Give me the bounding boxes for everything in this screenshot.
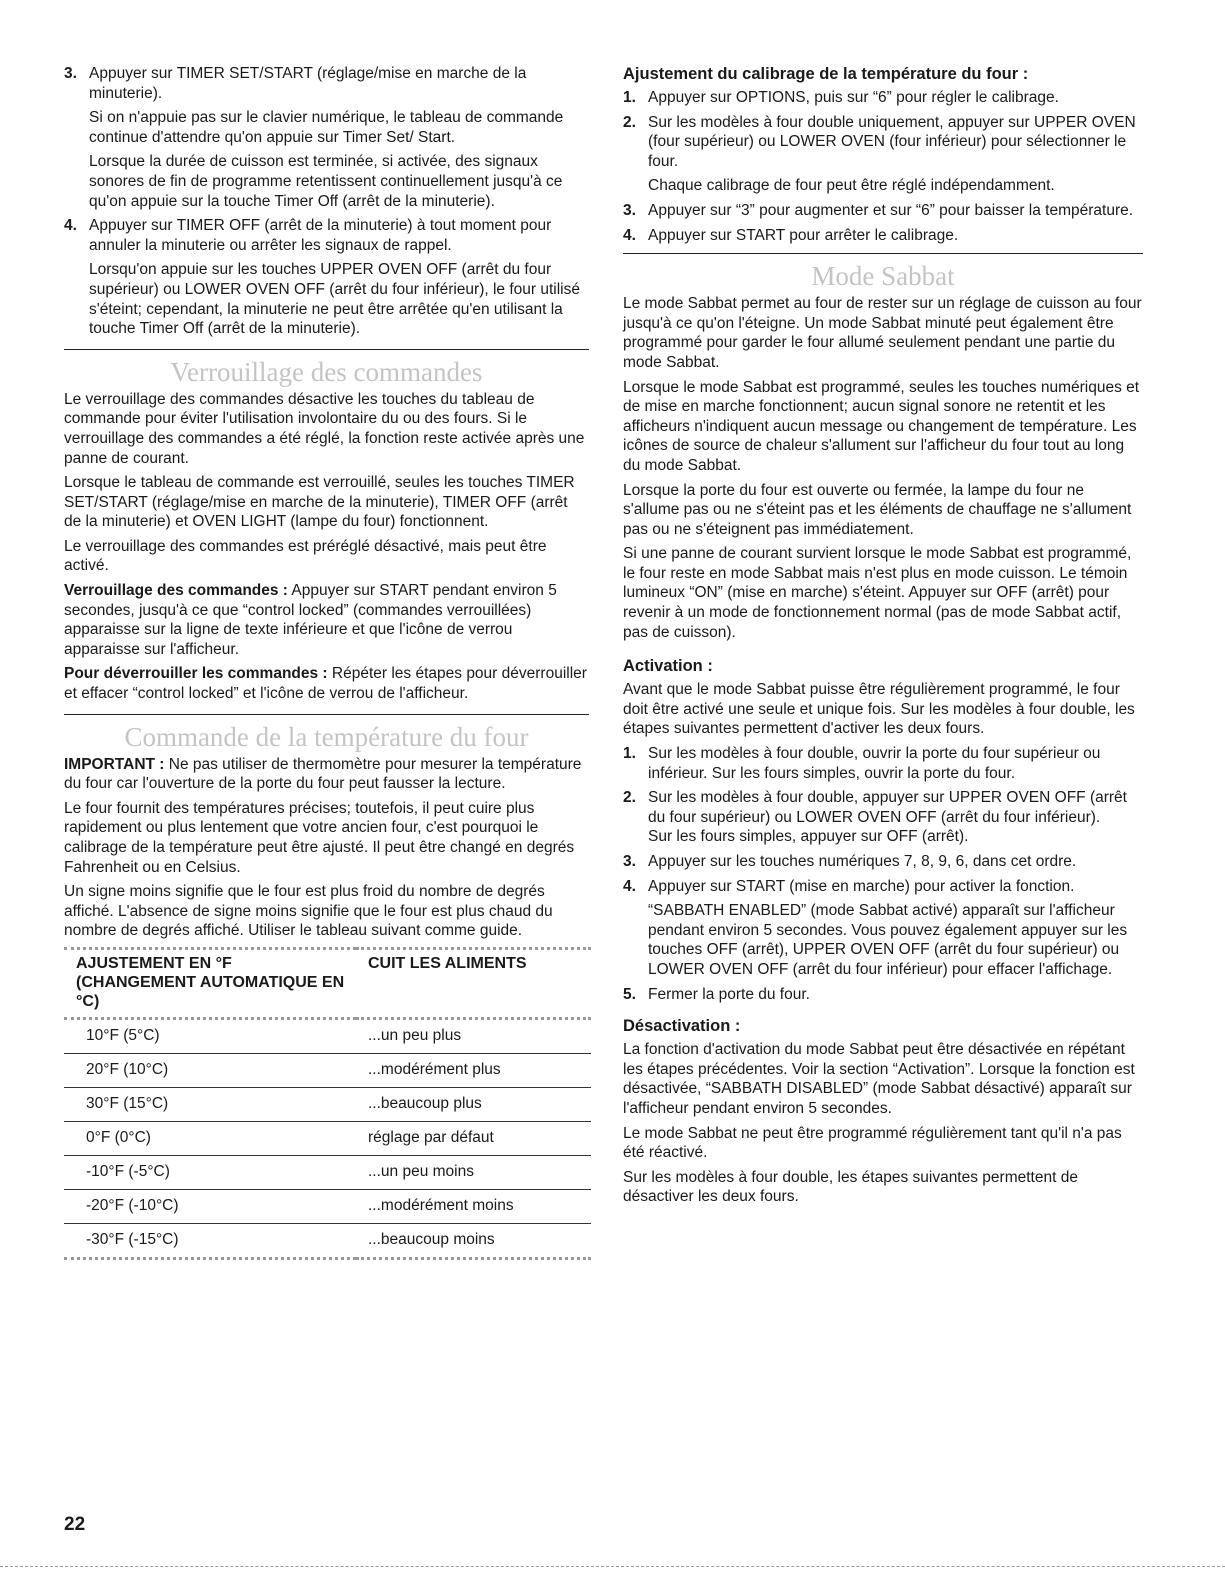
table-row	[64, 1087, 591, 1121]
step-text: Appuyer sur les touches numériques 7, 8, 9, 6, dans cet ordre.	[648, 853, 1077, 870]
paragraph-lock-instructions	[64, 581, 589, 659]
table-row	[64, 1053, 591, 1087]
table-cell-adjustment: -10°F (-5°C)	[64, 1155, 356, 1189]
table-cell-result: ...un peu plus	[356, 1018, 591, 1053]
numbered-step	[623, 113, 1143, 196]
paragraph: Le mode Sabbat permet au four de rester sur un réglage de cuisson au four jusqu'à ce qu'on l'éteigne. Un mode Sabbat minuté peut également être programmé pour garder le four allumé seulement pendant une partie du mode Sabbat.	[623, 295, 1142, 371]
paragraph-text: Appuyer sur START pendant environ 5 secondes, jusqu'à ce que “control locked” (commandes verrouillées) apparaisse sur la ligne de texte inférieure et que l'icône de verrou apparaisse sur l'afficheur.	[64, 582, 557, 658]
step-number: 1.	[623, 89, 636, 106]
step-text-continued: Sur les fours simples, appuyer sur OFF (arrêt).	[648, 828, 969, 846]
step-number: 3.	[623, 853, 636, 870]
table-header-adjustment: AJUSTEMENT EN °F (CHANGEMENT AUTOMATIQUE EN °C)	[76, 954, 345, 1010]
step-number: 3.	[623, 201, 636, 219]
step-number: 5.	[623, 985, 636, 1003]
table-row	[64, 1155, 591, 1189]
bottom-divider	[0, 1566, 1225, 1567]
paragraph: Le mode Sabbat ne peut être programmé régulièrement tant qu'il n'a pas été réactivé.	[623, 1124, 1122, 1162]
right-column	[623, 64, 1143, 1212]
paragraph: La fonction d'activation du mode Sabbat peut être désactivée en répétant les étapes précédentes. Voir la section “Activation”. Lorsque la fonction est désactivée, “SABBATH DISABLED” (mode Sabbat désactivé) apparaît sur l'afficheur pendant environ 5 secondes.	[623, 1041, 1135, 1117]
table-cell-adjustment: -20°F (-10°C)	[64, 1189, 356, 1223]
paragraph-text: Ne pas utiliser de thermomètre pour mesurer la température du four car l'ouverture de la porte du four peut fausser la lecture.	[64, 755, 582, 793]
step-text: Appuyer sur START pour arrêter le calibrage.	[648, 226, 959, 244]
paragraph-important	[64, 755, 589, 794]
numbered-step	[623, 226, 1143, 246]
table-row	[64, 1018, 591, 1053]
divider	[64, 349, 589, 350]
calibration-heading: Ajustement du calibrage de la température du four :	[623, 65, 1029, 83]
step-paragraph: Lorsque la durée de cuisson est terminée, si activée, des signaux sonores de fin de programme retentissent continuellement jusqu'à ce qu'on appuie sur la touche Timer Off (arrêt de la minuterie).	[89, 153, 563, 210]
bold-label: IMPORTANT :	[64, 755, 165, 773]
step-text: Appuyer sur START (mise en marche) pour activer la fonction.	[648, 877, 1075, 895]
step-number: 1.	[623, 745, 636, 763]
table-cell-result: ...modérément moins	[356, 1189, 591, 1223]
paragraph: Le verrouillage des commandes désactive les touches du tableau de commande pour éviter l'utilisation involontaire du ou des fours. Si le verrouillage des commandes a été réglé, la fonction reste activée après une panne de courant.	[64, 390, 585, 467]
paragraph-unlock-instructions	[64, 664, 589, 703]
step-text: Sur les modèles à four double uniquement, appuyer sur UPPER OVEN (four supérieur) ou LOWER OVEN (four inférieur) pour sélectionner le four.	[648, 113, 1136, 170]
step-number: 4.	[623, 877, 636, 895]
step-number: 4.	[64, 217, 77, 235]
numbered-step	[623, 877, 1143, 980]
paragraph: Lorsque la porte du four est ouverte ou fermée, la lampe du four ne s'allume pas ou ne s'éteint pas et les éléments de chauffage ne s'allument pas ou ne s'éteignent pas immédiatement.	[623, 481, 1132, 538]
step-3	[64, 64, 589, 211]
paragraph: Lorsque le mode Sabbat est programmé, seules les touches numériques et de mise en marche fonctionnent; aucun signal sonore ne retentit et les afficheurs n'indiquent aucun message ou changement de température. Les icônes de source de chaleur s'allument sur l'afficheur du four tout au long du mode Sabbat.	[623, 378, 1140, 474]
paragraph: Un signe moins signifie que le four est plus froid du nombre de degrés affiché. L'absence de signe moins signifie que le four est plus chaud du nombre de degrés affiché. Utiliser le tableau suivant comme guide.	[64, 883, 553, 940]
paragraph: Sur les modèles à four double, les étapes suivantes permettent de désactiver les deux fours.	[623, 1168, 1078, 1206]
deactivation-heading: Désactivation :	[623, 1017, 741, 1036]
paragraph-text: Répéter les étapes pour déverrouiller et effacer “control locked” et l'icône de verrou de l'afficheur.	[64, 665, 587, 703]
calibration-steps	[623, 88, 1143, 245]
numbered-step	[623, 744, 1143, 783]
step-paragraph: Lorsqu'on appuie sur les touches UPPER OVEN OFF (arrêt du four supérieur) ou LOWER OVEN OFF (arrêt du four inférieur), le four utilisé s'éteint; cependant, la minuterie ne peut être arrêtée qu'en utilisant la touche Timer Off (arrêt de la minuterie).	[89, 261, 580, 338]
table-cell-adjustment: 0°F (0°C)	[64, 1121, 356, 1155]
table-cell-adjustment: -30°F (-15°C)	[64, 1223, 356, 1258]
section-title-sabbath: Mode Sabbat	[811, 261, 955, 292]
table-cell-adjustment: 30°F (15°C)	[64, 1087, 356, 1121]
numbered-step	[623, 985, 1143, 1005]
table-row	[64, 1223, 591, 1258]
step-number: 4.	[623, 226, 636, 244]
bold-label: Pour déverrouiller les commandes :	[64, 665, 328, 683]
step-paragraph: “SABBATH ENABLED” (mode Sabbat activé) apparaît sur l'afficheur pendant environ 5 secondes. Vous pouvez également appuyer sur les touches OFF (arrêt), UPPER OVEN OFF (arrêt du four supérieur) ou LOWER OVEN OFF (arrêt du four inférieur) pour effacer l'affichage.	[648, 902, 1128, 978]
divider	[64, 714, 589, 715]
left-column	[64, 64, 589, 1260]
table-row	[64, 1121, 591, 1155]
calibration-table	[64, 947, 591, 1260]
table-cell-result: ...un peu moins	[356, 1155, 591, 1189]
step-text: Fermer la porte du four.	[648, 985, 810, 1003]
step-text: Appuyer sur “3” pour augmenter et sur “6” pour baisser la température.	[648, 201, 1134, 219]
step-number: 3.	[64, 65, 77, 82]
numbered-step	[623, 88, 1143, 108]
paragraph: Lorsque le tableau de commande est verrouillé, seules les touches TIMER SET/START (réglage/mise en marche de la minuterie), TIMER OFF (arrêt de la minuterie) et OVEN LIGHT (lampe du four) fonctionnent.	[64, 474, 575, 531]
table-header-result: CUIT LES ALIMENTS	[368, 954, 527, 972]
table-cell-result: ...beaucoup moins	[356, 1223, 591, 1258]
step-text: Appuyer sur OPTIONS, puis sur “6” pour régler le calibrage.	[648, 89, 1059, 106]
table-cell-result: ...beaucoup plus	[356, 1087, 591, 1121]
numbered-step	[623, 788, 1143, 847]
step-text: Sur les modèles à four double, appuyer sur UPPER OVEN OFF (arrêt du four supérieur) ou LOWER OVEN OFF (arrêt du four inférieur).	[648, 789, 1127, 826]
page-number: 22	[64, 1514, 86, 1535]
step-paragraph: Si on n'appuie pas sur le clavier numérique, le tableau de commande continue d'attendre qu'on appuie sur Timer Set/ Start.	[89, 109, 564, 146]
paragraph: Si une panne de courant survient lorsque le mode Sabbat est programmé, le four reste en mode Sabbat mais n'est plus en mode cuisson. Le témoin lumineux “ON” (mise en marche) s'éteint. Appuyer sur OFF (arrêt) pour revenir à un mode de fonctionnement normal (pas de mode Sabbat actif, pas de cuisson).	[623, 545, 1132, 641]
activation-heading: Activation :	[623, 657, 713, 676]
divider	[623, 253, 1143, 254]
section-title-control-lock: Verrouillage des commandes	[170, 356, 483, 387]
section-title-temperature: Commande de la température du four	[124, 721, 529, 752]
paragraph: Avant que le mode Sabbat puisse être régulièrement programmé, le four doit être activé une seule et unique fois. Sur les modèles à four double, les étapes suivantes permettent d'activer les deux fours.	[623, 681, 1135, 738]
step-text: Appuyer sur TIMER SET/START (réglage/mise en marche de la minuterie).	[89, 65, 527, 102]
numbered-step	[623, 201, 1143, 221]
table-header-row	[64, 948, 591, 1018]
table-cell-result: ...modérément plus	[356, 1053, 591, 1087]
step-paragraph: Chaque calibrage de four peut être réglé indépendamment.	[648, 177, 1055, 195]
paragraph: Le four fournit des températures précises; toutefois, il peut cuire plus rapidement ou plus lentement que votre ancien four, c'est pourquoi le calibrage de la température peut être ajusté. Il peut être changé en degrés Fahrenheit ou en Celsius.	[64, 799, 575, 876]
step-text: Sur les modèles à four double, ouvrir la porte du four supérieur ou inférieur. Sur les fours simples, ouvrir la porte du four.	[648, 745, 1101, 782]
bold-label: Verrouillage des commandes :	[64, 582, 288, 600]
table-cell-adjustment: 10°F (5°C)	[64, 1018, 356, 1053]
step-4	[64, 216, 589, 339]
table-cell-result: réglage par défaut	[356, 1121, 591, 1155]
numbered-step	[623, 852, 1143, 872]
step-text: Appuyer sur TIMER OFF (arrêt de la minuterie) à tout moment pour annuler la minuterie ou arrêter les signaux de rappel.	[89, 217, 552, 254]
step-number: 2.	[623, 789, 636, 807]
table-cell-adjustment: 20°F (10°C)	[64, 1053, 356, 1087]
paragraph: Le verrouillage des commandes est préréglé désactivé, mais peut être activé.	[64, 537, 547, 575]
activation-steps	[623, 744, 1143, 1004]
table-row	[64, 1189, 591, 1223]
step-number: 2.	[623, 113, 636, 131]
